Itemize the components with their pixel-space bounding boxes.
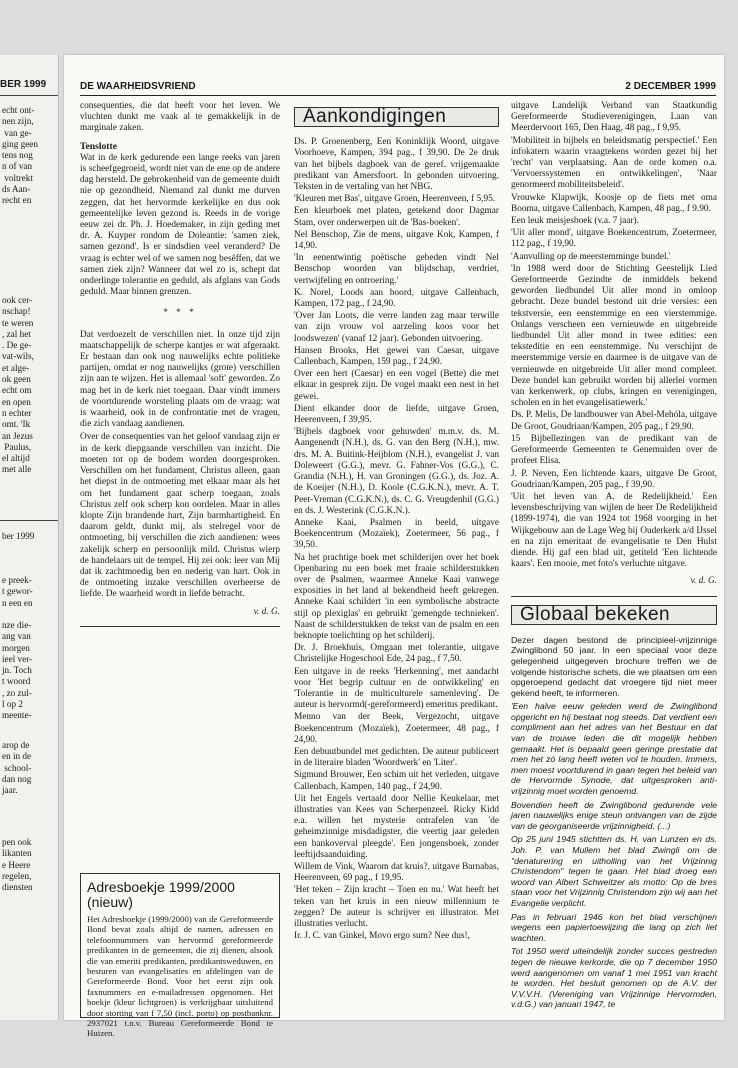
globaal-quote: Tot 1950 werd uiteindelijk zonder succes gestreden tegen de nieuwe kerkorde, die op 7 december 1950 werd aangenomen om vanaf 1 mei 1951 van kracht te worden. Het besluit genomen op de A.V. der V.V.V.H. (Vereniging van Vrijzinnige Hervormden, v.d.G.) van januari 1947, te (511, 946, 717, 1010)
adresboekje-text: Het Adresboekje (1999/2000) van de Gereformeerde Bond bevat zoals altijd de namen, adressen en telefoonnummers van hervormd gereformeerde predikanten in de gemeenten, die zij dienen, alsook die van emeriti predikanten, predikantsweduwen, en besturen van evangelisaties en afdelingen van de Gereformeerde Bond. Voor het eerst zijn ook faxnummers en e-mailadressen opgenomen. Het boekje (kleur lichtgroen) is verkrijgbaar uitsluitend door storting van f 7,50 (incl. porto) op postbanknr. 2937021 t.n.v. Bureau Gereformeerde Bond te Huizen. (87, 914, 273, 1039)
previous-page-edge (0, 55, 59, 1020)
announcement-item: Nel Benschop, Zie de mens, uitgave Kok, Kampen, f 14,90. (294, 229, 499, 252)
globaal-quote: 'Een halve eeuw geleden werd de Zwinglibond opgericht en hij bestaat nog steeds. Dat verdient een compliment aan het adres van het Bestuur en dat van de trouwe leden die dit mogelijk hebben gemaakt. Het is bepaald geen geringe prestatie dat men het zó lang heeft weten vol te houden. Immers, men moest voortdurend in gaan tegen het beleid van de Hervormde Synode, dat uitgesproken anti-vrijzinnig moet worden genoemd. (511, 701, 717, 797)
announcement-item: 15 Bijbellezingen van de predikant van de Gereformeerde Gemeenten te Genemuiden over de profeet Elisa. (511, 433, 717, 467)
announcement-item: Een kleurboek met platen, getekend door Dagmar Stam, over onderwerpen uit de 'Bas-boeken'. (294, 206, 499, 228)
page-header (80, 79, 716, 95)
announcement-item: 'Het teken – Zijn kracht – Toen en nu.' Wat heeft het teken van het kruis in een nieuw millennium te zeggen? De auteur is schrijver en illustrator. Met illustraties verlucht. (294, 885, 499, 930)
article-signature: v. d. G. (253, 606, 280, 617)
previous-page-rule (0, 520, 58, 521)
globaal-intro: Dezer dagen bestond de principieel-vrijzinnige Zwinglibond 50 jaar. In een speciaal voor deze gelegenheid uitgegeven brochure treffen we de volgende historische schets, die we plaatsen om een opgeroepend gedacht dat vroegere tijd niet meer gekend heeft, te informeren. (511, 634, 717, 698)
column-rule (511, 596, 717, 597)
previous-page-text: echt ont- nen zijn, van ge- ging geen tens nog n of van voltrekt ds Aan- recht en (2, 105, 38, 206)
globaal-quote: Pas in februari 1946 kon het blad verschijnen wegens een papiertoewijzing die lang op zich liet wachten. (511, 911, 717, 943)
adresboekje-box (80, 873, 280, 1039)
globaal-quote: Bovendien heeft de Zwinglibond gedurende vele jaren nauwelijks enige steun ontvangen van de zijde van de georganiseerde vrijzinnigheid. (...) (511, 799, 717, 831)
column-announcements (294, 101, 499, 943)
announcement-item: Hansen Brooks, Het gewei van Caesar, uitgave Callenbach, Kampen, 159 pag., f 24,90. (294, 345, 499, 368)
article-paragraph: consequenties, die dat heeft voor het leven. We vluchten dunkt me vaak al te gemakkelijk in de marginale zaken. (80, 101, 280, 134)
announcement-item: 'Uit het leven van A. de Redelijkheid.' Een levensbeschrijving van wijlen de heer De Redelijkheid (1899-1974), die van 1924 tot 1968 voorging in het Wijkgebouw aan de Lage Weg bij Ouderkerk a/d IJssel en na zijn emeritaat de evangelisatie te Den Hulst diende. Hij gaf een blad uit, getiteld 'Een lichtende kaars'. Een mooie, met foto's verluchte uitgave. (511, 491, 717, 570)
previous-page-text: ook cer- nschap! te weren , zal het . De ge- vat-wils, et alge- ok geen echt om en open n echter omt. 'Ik an Jezus Paulus, el altijd met alle (2, 295, 34, 475)
globaal-quote: Op 25 juni 1945 stichtten ds. H. van Lunzen en ds. Joh. P. van Mullem het blad Zwingli om de "denaturering en uitholling van het Vrijzinnig Christendom" tegen te gaan. Het blad droeg een woord van Albert Schweitzer als motto: Op de bres staan voor het Vrijzinnig Christendom zijn wij aan het Evangelie verplicht. (511, 834, 717, 908)
announcement-item: Een leuk meisjesboek (v.a. 7 jaar). (511, 216, 639, 227)
announcements-signature: v. d. G. (690, 576, 717, 587)
globaal-bekeken-banner: Globaal bekeken (511, 605, 717, 625)
announcement-item: 'Uit aller mond', uitgave Boekencentrum, Zoetermeer, 112 pag., f 19,90. (511, 228, 717, 250)
announcement-item: 'In eenentwintig poëtische gebeden vindt Nel Benschop woorden van blijdschap, verdriet, vertwijfeling en ontroering.' (294, 253, 499, 286)
announcements-banner: Aankondigingen (294, 107, 499, 127)
announcement-item: Na het prachtige boek met schilderijen over het boek Openbaring nu een boek met fraaie schilderstukken over de Psalmen, waarmee Anneke Kaai vanwege exposities in het land al bekendheid heeft gekregen. Anneke Kaai schildert 'in een symbolische abstracte stijl op plexiglas' en gebruikt 'gemengde technieken'. Naast de schilderstukken de tekst van de psalm en een beknopte toelichting op het schilderij. (294, 552, 499, 641)
publication-date: 2 DECEMBER 1999 (625, 81, 716, 92)
article-paragraph: Over de consequenties van het geloof vandaag zijn er in de kerk diepgaande verschillen van inzicht. Die moeten tot op de bodem worden doorgesproken. Verschillen om het fundament, Christus alleen, gaan het diepst in de ontmoeting met elkaar maar als het om het fundament gaat scherp toegaan, zoals Christus zelf ook scherp kon oordelen. Maar in alles klopte Zijn brandende hart, Zijn barmhartigheid. En daarom geldt, dunkt mij, als stelregel voor de ontmoeting, bij verschillen die zich aandienen: wees zakelijk scherp en persoonlijk mild. Christus wierp de handelaars uit de tempel. Hij zei ook: leer van Mij dat ik zachtmoedig ben en nederig van hart. Ook in de ontmoeting inzake verschillen overheerse de liefde. De waarheid wordt in liefde betracht. (80, 432, 280, 600)
announcement-item: 'In 1988 werd door de Stichting Geestelijk Lied Gereformeerde Gezindte de inmiddels bekend geworden liedbundel Uit aller mond in omloop gebracht. Deze bundel bestond uit drie versies: een tekstversie, een eenstemmige en een vierstemmige. Onlangs verscheen een vernieuwde en uitgebreide liedbundel Uit aller mond in twee edities: een teksteditie en een eenstemmige. Nu verschijnt de meerstemmige versie en daarmee is de uitgave van de vernieuwde en uitgebreide Uit aller mond compleet. Deze bundel kan gebruikt worden bij allerlei vormen van kerkenwerk, op clubs, kringen en verenigingen, scholen en in het evangelisatiewerk.' (511, 263, 717, 409)
article-subheading: Tenslotte (80, 140, 117, 152)
newspaper-page (64, 55, 724, 1039)
globaal-bekeken-section (511, 635, 717, 1010)
publication-name: DE WAARHEIDSVRIEND (80, 81, 196, 92)
adresboekje-title: Adresboekje 1999/2000 (nieuw) (87, 879, 235, 910)
announcement-item: Uit het Engels vertaald door Nellie Keukelaar, met illustraties van Kees van Scherpenzeel. Ricky Kidd e.a. willen het mysterie ontrafelen van 'de geheimzinnige misdadigster, die veertig jaar geleden een bankoverval pleegde'. Een jongensboek, zonder leeftijdsaanduiding. (294, 793, 499, 860)
announcement-item: J. P. Neven, Een lichtende kaars, uitgave De Groot, Goudriaan/Kampen, 205 pag., f 39,90. (511, 468, 717, 490)
header-rule (80, 95, 716, 96)
announcement-item: Een uitgave in de reeks 'Herkenning', met aandacht voor 'Het begrip cultuur en de ontwikkeling' en 'Tolerantie in de multiculturele samenleving'. De auteur is hervormd(-gereformeerd) emeritus predikant. (294, 666, 499, 711)
announcement-item: Ds. P. Melis, De landbouwer van Abel-Mehóla, uitgave De Groot, Goudriaan/Kampen, 205 pag., f 29,90. (511, 410, 717, 432)
section-separator: * * * (163, 308, 197, 319)
announcement-item: Een debuutbundel met gedichten. De auteur publiceert in de literaire bladen 'Woordwerk' en 'Liter'. (294, 746, 499, 769)
announcement-item: 'Aanvulling op de meerstemminge bundel.' (511, 251, 671, 262)
previous-page-header: BER 1999 (0, 79, 47, 90)
announcement-item: Sigmund Brouwer, Een schim uit het verleden, uitgave Callenbach, Kampen, 140 pag., f 24,90. (294, 770, 499, 792)
announcement-item: Vrouwke Klapwijk, Koosje op de fiets met oma Booma, uitgave Callenbach, Kampen, 48 pag., f 9.90. (511, 192, 717, 214)
announcement-item: Willem de Vink, Waarom dat kruis?, uitgave Barnabas, Heerenveen, 69 pag., f 19,95. (294, 862, 499, 884)
previous-page-text: arop de en in de school- dan nog jaar. (2, 740, 32, 796)
announcement-item: 'Kleuren met Bas', uitgave Groen, Heerenveen, f 5,95. (294, 194, 496, 205)
announcement-item: uitgave Landelijk Verband van Staatkundig Gereformeerde Studieverenigingen, Laan van Meerdervoort 165, Den Haag, 48 pag., f 9,95. (511, 101, 717, 134)
announcement-item: Over een hert (Caesar) en een vogel (Bette) die met elkaar in gesprek zijn. De vogel maakt een nest in het gewei. (294, 369, 499, 402)
announcement-item: Dient elkander door de liefde, uitgave Groen, Heerenveen, f 39,95. (294, 403, 499, 426)
previous-page-text: pen ook likanten e Heere regelen, diensten (2, 837, 33, 893)
announcement-item: 'Over Jan Loots, die verre landen zag maar terwille van zijn vrouw vol aarzeling koos voor het loodswezen' (vanaf 12 jaar). Gebonden uitvoering. (294, 311, 499, 344)
previous-page-text: e preek- t gewor- n een en (2, 575, 33, 608)
column-article (80, 101, 280, 635)
article-paragraph: Dat verdoezelt de verschillen niet. In onze tijd zijn maatschappelijk de scherpe kantjes er wat afgeraakt. Er bestaan dan ook nog nauwelijks echte politieke partijen, omdat er nog nauwelijks (grote) verschillen zijn aan te wijzen. Het is allemaal 'soft' geworden. Zo mag het in de kerk niet toegaan. Daar vindt immers de voortdurende worsteling plaats om de vraag: wat is waarheid, ook in de confrontatie met de vragen, die zich vandaag aandienen. (80, 329, 280, 430)
previous-page-rule (0, 95, 58, 96)
previous-page-text: nze die- ang van morgen ieel ver- jn. Toch t woord , zo zul- l op 2 meente- (2, 620, 33, 721)
article-paragraph: Wat in de kerk gedurende een lange reeks van jaren is scheefgegroeid, wordt niet van de ene op de andere dag hersteld. De gebrokenheid van de gemeente duidt nie op gezondheid. Niemand zal dunkt me durven zeggen, dat het hervormde kerkelijke en dus ook gemeentelijke leven gezond is. Reeds in de vorige eeuw zei dr. Ph. J. Hoedemaker, in zijn geding met dr. A. Kuyper rondom de Doleantie: 'samen ziek, samen gezond'. Is er sindsdien veel veranderd? De vraag is echter wel of we samen nog besêffen, dat we samen ziek zijn? Wanneer dat wel zo is, schept dat onderlinge tolerantie en geduld, als afglans van Gods geduld. Maar binnen grenzen. (80, 152, 280, 298)
column-rule (80, 626, 280, 627)
announcement-item: Anneke Kaai, Psalmen in beeld, uitgave Boekencentrum (Mozaïek), Zoetermeer, 56 pag., f 39,50. (294, 517, 499, 551)
announcement-item: 'Mobiliteit in bijbels en beleidsmatig perspectief.' Een infokatern waarin vraagtekens worden gezet bij het 'recht' van verplaatsing. Aan de orde komen o.a. 'Vervoerssystemen en ontwikkelingen', 'Naar genormeerd mobiliteitsbeleid'. (511, 135, 717, 191)
announcement-item: Ir. J. C. van Ginkel, Movo ergo sum? Nee dus!, (294, 931, 470, 942)
announcement-item: K. Norel, Loods aan boord, uitgave Callenbach, Kampen, 172 pag., f 24,90. (294, 287, 499, 310)
previous-page-text: ber 1999 (2, 531, 35, 541)
column-announcements-continued (511, 101, 717, 1013)
announcement-item: Ds. P. Groenenberg, Een Koninklijk Woord, uitgave Voorhoeve, Kampen, 394 pag., f 39,90. De 2e druk van het bijbels dagboek van de geref. vrijgemaakte predikant van Amersfoort. In gebonden uitvoering. Teksten in de vertaling van het NBG. (294, 137, 499, 193)
announcement-item: Menno van der Beek, Vergezocht, uitgave Boekencentrum (Mozaïek), Zoetermeer, 48 pag., f 24,90. (294, 712, 499, 745)
announcement-item: Dr. J. Broekhuis, Omgaan met tolerantie, uitgave Christelijke Hogeschool Ede, 24 pag., f 7,50. (294, 643, 499, 665)
announcement-item: 'Bijbels dagboek voor gehuwden' m.m.v. ds. M. Aangenendt (N.H.), ds. G. van den Berg (N.H.), mw. drs. M. A. Buitink-Heijblom (N.H.), evangelist J. van Doleweert (G.G.), mevr. G. Fahner-Vos (G.G.), C. Grandia (N.H.), H. van Groningen (G.G.), ds. Joz. A. de Koeijer (N.H.), D. Koole (C.G.K.N.), mevr. A. T. Peet-Vreman (C.G.K.N.), ds. C. G. Vreugdenhil (G.G.) en ds. J. Westerink (C.G.K.N.). (294, 427, 499, 516)
